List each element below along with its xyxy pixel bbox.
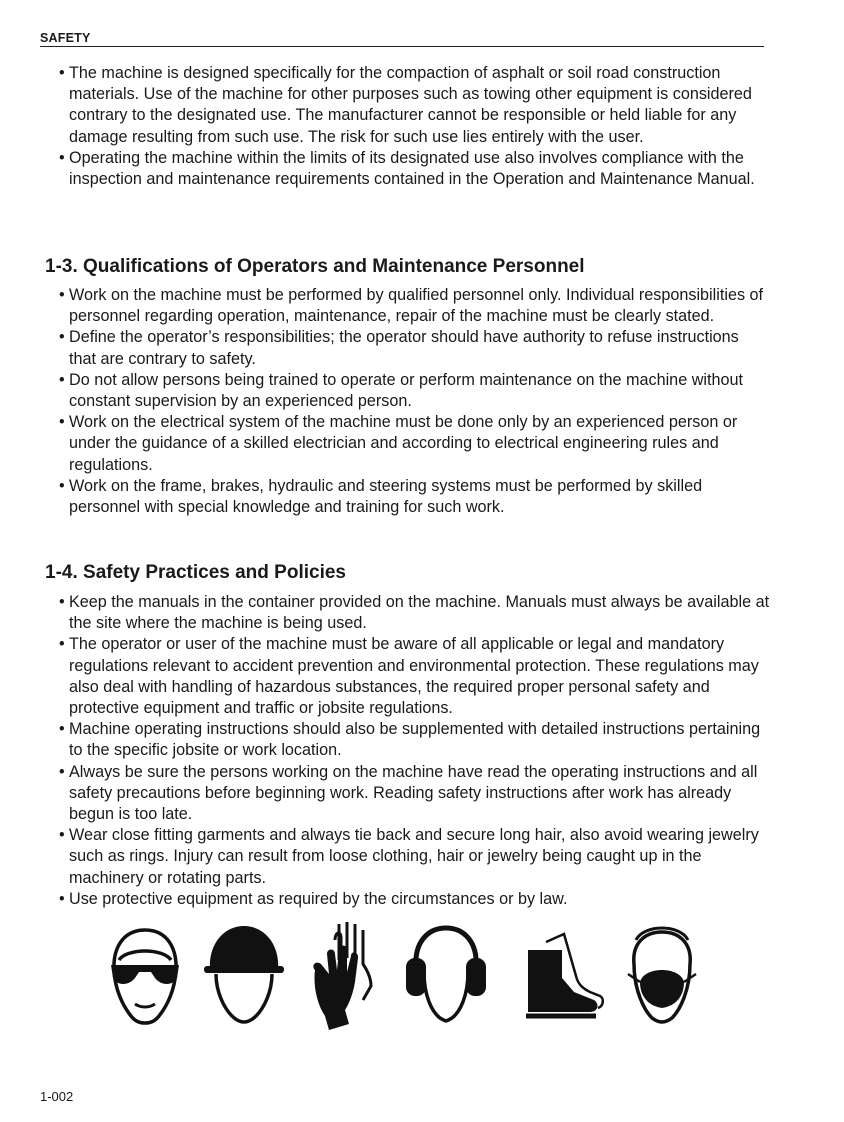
list-item: • Use protective equipment as required by the circumstances or by law. [59, 889, 568, 908]
list-item: • Always be sure the persons working on the machine have read the operating instructions and all safety precautions before beginning work. Reading safety instructions after work has already begun is too late. [59, 762, 758, 824]
dust-mask-icon [622, 920, 702, 1032]
list-item-text: Use protective equipment as required by the circumstances or by law. [69, 889, 568, 908]
list-item: • Do not allow persons being trained to operate or perform maintenance on the machine without constant supervision by an experienced person. [59, 370, 743, 411]
intro-list [0, 63, 844, 190]
list-item: • Define the operator’s responsibilities; the operator should have authority to refuse instructions that are contrary to safety. [59, 328, 739, 368]
list-item-text: Work on the frame, brakes, hydraulic and steering systems must be performed by skilled personnel with special knowledge and training for such work. [69, 476, 703, 517]
list-item-text: Define the operator’s responsibilities; the operator should have authority to refuse instructions that are contrary to safety. [69, 328, 739, 368]
list-item-text: Work on the machine must be performed by qualified personnel only. Individual responsibilities of personnel regarding operation, maintenance, repair of the machine must be clearly stated. [69, 286, 764, 326]
list-item-text: Always be sure the persons working on the machine have read the operating instructions and all safety precautions before beginning work. Reading safety instructions after work has already begun is too late. [69, 762, 758, 824]
page-number: 1-002 [40, 1089, 74, 1104]
list-item-text: The machine is designed specifically for the compaction of asphalt or soil road construction materials. Use of the machine for other purposes such as towing other equipment is considered contrary to the designated use. The manufacturer cannot be responsible or held liable for any damage resulting from such use. The risk for such use lies entirely with the user. [69, 64, 752, 146]
list-item: • Keep the manuals in the container provided on the machine. Manuals must always be available at the site where the machine is being used. [59, 593, 770, 633]
safety-glasses-icon [105, 920, 185, 1032]
list-item-text: Wear close fitting garments and always tie back and secure long hair, also avoid wearing jewelry such as rings. Injury can result from loose clothing, hair or jewelry being caught up in the machinery or rotating parts. [69, 826, 759, 887]
list-item: • Machine operating instructions should also be supplemented with detailed instructions pertaining to the specific jobsite or work location. [59, 720, 761, 760]
list-item-text: Do not allow persons being trained to operate or perform maintenance on the machine without constant supervision by an experienced person. [69, 370, 743, 411]
list-item-text: Work on the electrical system of the machine must be done only by an experienced person or under the guidance of a skilled electrician and according to electrical engineering rules and regulations. [69, 413, 738, 474]
list-item: • Work on the machine must be performed by qualified personnel only. Individual responsibilities of personnel regarding operation, maintenance, repair of the machine must be clearly stated. [59, 286, 764, 326]
list-item: • The machine is designed specifically for the compaction of asphalt or soil road construction materials. Use of the machine for other purposes such as towing other equipment is considered contrary to the designated use. The manufacturer cannot be responsible or held liable for any damage resulting from such use. The risk for such use lies entirely with the user. [59, 64, 752, 146]
gloves-icon [305, 920, 381, 1032]
list-item: • Operating the machine within the limits of its designated use also involves compliance with the inspection and maintenance requirements contained in the Operation and Maintenance Manual. [59, 148, 755, 189]
list-item-text: The operator or user of the machine must be aware of all applicable or legal and mandatory regulations relevant to accident prevention and environmental protection. These regulations may also deal with handling of hazardous substances, the required proper personal safety and protective equipment and traffic or jobsite regulations. [69, 635, 759, 718]
list-item-text: Machine operating instructions should also be supplemented with detailed instructions pertaining to the specific jobsite or work location. [69, 720, 761, 760]
ear-muffs-icon [400, 920, 492, 1032]
list-item: • The operator or user of the machine must be aware of all applicable or legal and mandatory regulations relevant to accident prevention and environmental protection. These regulations may also deal with handling of hazardous substances, the required proper personal safety and protective equipment and traffic or jobsite regulations. [59, 635, 759, 718]
list-item: • Work on the electrical system of the machine must be done only by an experienced person or under the guidance of a skilled electrician and according to electrical engineering rules and regulations. [59, 413, 738, 474]
section-heading-1-4: 1-4. Safety Practices and Policies [45, 562, 346, 583]
list-item: • Wear close fitting garments and always tie back and secure long hair, also avoid wearing jewelry such as rings. Injury can result from loose clothing, hair or jewelry being caught up in the machinery or rotating parts. [59, 826, 759, 887]
section-header: SAFETY [40, 31, 764, 47]
section-heading-1-3: 1-3. Qualifications of Operators and Maintenance Personnel [45, 256, 585, 277]
protective-equipment-icons [100, 920, 710, 1032]
list-item: • Work on the frame, brakes, hydraulic and steering systems must be performed by skilled personnel with special knowledge and training for such work. [59, 476, 703, 517]
list-item-text: Operating the machine within the limits of its designated use also involves compliance with the inspection and maintenance requirements contained in the Operation and Maintenance Manual. [69, 148, 755, 189]
safety-practices-list [0, 592, 844, 910]
hard-hat-icon [202, 920, 286, 1032]
safety-boot-icon [518, 920, 608, 1032]
qualifications-list [0, 285, 844, 518]
list-item-text: Keep the manuals in the container provided on the machine. Manuals must always be available at the site where the machine is being used. [69, 593, 770, 633]
